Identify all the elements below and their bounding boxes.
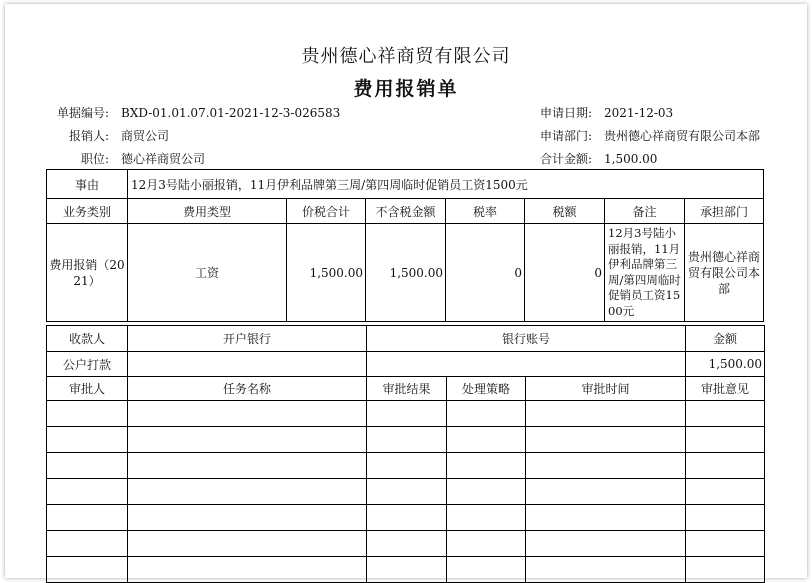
amount-cell: 1,500.00 xyxy=(686,352,765,377)
col-header: 审批意见 xyxy=(686,377,765,401)
category-cell: 费用报销（2021） xyxy=(47,224,128,322)
payment-approval-table xyxy=(46,325,765,583)
doc-no-row xyxy=(46,104,340,121)
matter-row xyxy=(47,170,764,199)
approval-cell xyxy=(686,479,765,505)
col-header: 审批人 xyxy=(47,377,128,401)
approval-cell xyxy=(526,505,686,531)
col-header: 审批结果 xyxy=(367,377,447,401)
expense-header-row xyxy=(47,199,764,224)
tax-amount-cell: 0 xyxy=(525,224,605,322)
approval-row xyxy=(47,401,765,427)
approval-cell xyxy=(367,453,447,479)
approval-cell xyxy=(367,531,447,557)
approval-cell xyxy=(128,531,367,557)
total-with-tax-cell: 1,500.00 xyxy=(287,224,366,322)
approval-row xyxy=(47,531,765,557)
date-value: 2021-12-03 xyxy=(604,106,674,120)
approval-cell xyxy=(128,505,367,531)
approval-cell xyxy=(47,453,128,479)
approval-cell xyxy=(367,401,447,427)
applicant-row xyxy=(46,127,169,144)
col-header: 备注 xyxy=(605,199,685,224)
approval-cell xyxy=(526,427,686,453)
col-header: 费用类型 xyxy=(128,199,287,224)
col-header: 银行账号 xyxy=(367,326,686,352)
approval-cell xyxy=(47,531,128,557)
approval-cell xyxy=(526,557,686,583)
type-cell: 工资 xyxy=(128,224,287,322)
approval-cell xyxy=(447,427,526,453)
dept-value: 贵州德心祥商贸有限公司本部 xyxy=(604,129,761,143)
company-name: 贵州德心祥商贸有限公司 xyxy=(301,46,511,67)
date-label: 申请日期: xyxy=(539,106,592,120)
approval-cell xyxy=(128,557,367,583)
approval-cell xyxy=(686,453,765,479)
approval-cell xyxy=(447,401,526,427)
dept-label: 申请部门: xyxy=(539,129,592,143)
col-header: 任务名称 xyxy=(128,377,367,401)
col-header: 价税合计 xyxy=(287,199,366,224)
col-header: 税率 xyxy=(446,199,525,224)
approval-row xyxy=(47,505,765,531)
dept-cell: 贵州德心祥商贸有限公司本部 xyxy=(685,224,764,322)
col-header: 税额 xyxy=(525,199,605,224)
position-row xyxy=(46,150,205,167)
payee-cell: 公户打款 xyxy=(47,352,128,377)
approval-cell xyxy=(47,401,128,427)
amount-ex-tax-cell: 1,500.00 xyxy=(366,224,446,322)
doc-no-value: BXD-01.01.07.01-2021-12-3-026583 xyxy=(121,106,341,120)
approval-cell xyxy=(526,531,686,557)
approval-cell xyxy=(526,401,686,427)
applicant-label: 报销人: xyxy=(68,129,109,143)
approval-cell xyxy=(47,427,128,453)
approval-cell xyxy=(447,453,526,479)
approval-cell xyxy=(128,401,367,427)
position-label: 职位: xyxy=(80,152,109,166)
col-header: 金额 xyxy=(686,326,765,352)
col-header: 承担部门 xyxy=(685,199,764,224)
approval-cell xyxy=(47,479,128,505)
approval-cell xyxy=(367,427,447,453)
approval-cell xyxy=(367,557,447,583)
approval-row xyxy=(47,427,765,453)
total-value: 1,500.00 xyxy=(604,152,658,166)
approval-cell xyxy=(686,557,765,583)
approval-cell xyxy=(447,505,526,531)
col-header: 收款人 xyxy=(47,326,128,352)
approval-cell xyxy=(47,557,128,583)
total-label: 合计金额: xyxy=(539,152,592,166)
expense-row xyxy=(47,224,764,322)
col-header: 不含税金额 xyxy=(366,199,446,224)
bank-cell xyxy=(128,352,367,377)
expense-table xyxy=(46,169,764,322)
account-cell xyxy=(367,352,686,377)
position-value: 德心祥商贸公司 xyxy=(121,152,206,166)
total-row xyxy=(534,150,657,167)
approval-cell xyxy=(447,479,526,505)
applicant-value: 商贸公司 xyxy=(121,129,170,143)
approval-cell xyxy=(447,531,526,557)
tax-rate-cell: 0 xyxy=(446,224,525,322)
col-header: 审批时间 xyxy=(526,377,686,401)
approval-row xyxy=(47,453,765,479)
approval-cell xyxy=(686,505,765,531)
remark-cell: 12月3号陆小丽报销，11月伊利品牌第三周/第四周临时促销员工资1500元 xyxy=(605,224,685,322)
approval-cell xyxy=(686,427,765,453)
col-header: 开户银行 xyxy=(128,326,367,352)
approval-cell xyxy=(128,453,367,479)
dept-row xyxy=(534,127,760,144)
doc-no-label: 单据编号: xyxy=(56,106,109,120)
document-title: 费用报销单 xyxy=(353,78,459,100)
matter-text: 12月3号陆小丽报销，11月伊利品牌第三周/第四周临时促销员工资1500元 xyxy=(128,170,764,199)
approval-cell xyxy=(526,479,686,505)
approval-cell xyxy=(367,505,447,531)
col-header: 处理策略 xyxy=(447,377,526,401)
approval-cell xyxy=(47,505,128,531)
col-header: 业务类别 xyxy=(47,199,128,224)
approval-header-row xyxy=(47,377,765,401)
approval-row xyxy=(47,479,765,505)
approval-cell xyxy=(128,479,367,505)
approval-row xyxy=(47,557,765,583)
date-row xyxy=(534,104,673,121)
approval-cell xyxy=(686,401,765,427)
payee-header-row xyxy=(47,326,765,352)
approval-cell xyxy=(447,557,526,583)
approval-cell xyxy=(686,531,765,557)
payee-row xyxy=(47,352,765,377)
approval-cell xyxy=(128,427,367,453)
approval-cell xyxy=(526,453,686,479)
matter-label: 事由 xyxy=(47,170,128,199)
approval-cell xyxy=(367,479,447,505)
